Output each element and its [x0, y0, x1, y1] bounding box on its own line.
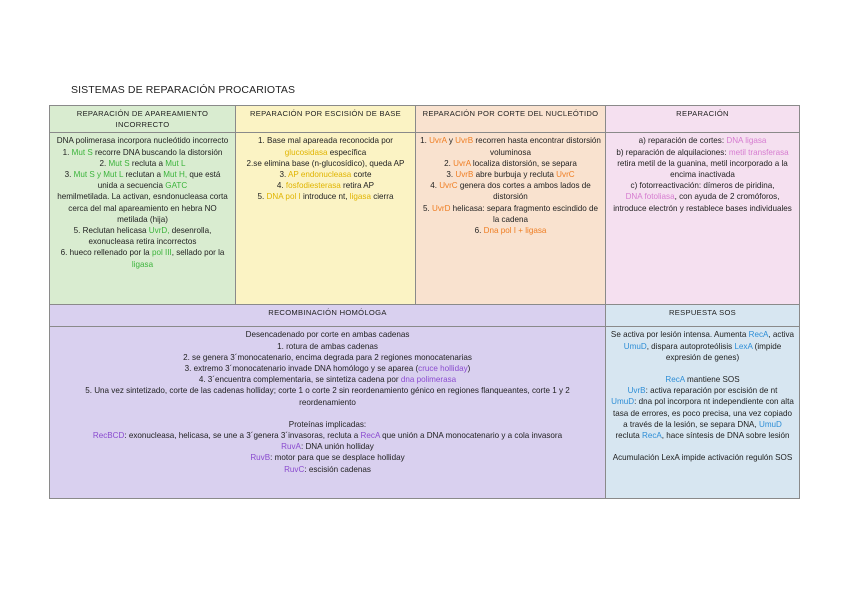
rec-line-1: Desencadenado por corte en ambas cadenas: [245, 330, 410, 340]
nex-line-3: 3. UvrB abre burbuja y recluta UvrC: [446, 170, 575, 180]
cell-nucleotide-excision: [416, 133, 606, 305]
rec-line-11: RuvC: escisión cadenas: [284, 464, 371, 474]
nex-line-1: 1. UvrA y UvrB recorren hasta encontrar distorsión voluminosa: [420, 136, 601, 157]
rec-line-6: 5. Una vez sintetizado, corte de las cadenas holliday; corte 1 o corte 2 sin reordenamiento génico en regiones flanqueantes, corte 1 y 2 reordenamiento: [85, 386, 570, 407]
header-sos-response: RESPUESTA SOS: [606, 305, 800, 327]
mismatch-line-2: 1. Mut S recorre DNA buscando la distorsión: [62, 147, 223, 157]
nex-line-2: 2. UvrA localiza distorsión, se separa: [444, 158, 577, 168]
rec-line-3: 2. se genera 3´monocatenario, encima degrada para 2 regiones monocatenarias: [183, 352, 472, 362]
bex-line-5: 5. DNA pol I introduce nt, ligasa cierra: [257, 192, 394, 202]
sos-line-3: UvrB: activa reparación por escisión de nt: [627, 386, 778, 396]
rec-line-4: 3. extremo 3´monocatenario invade DNA homólogo y se aparea (cruce holliday): [184, 364, 471, 374]
rec-line-10: RuvB: motor para que se desplace holliday: [250, 453, 405, 463]
cell-direct-repair: [606, 133, 800, 305]
header-base-excision: REPARACIÓN POR ESCISIÓN DE BASE: [236, 106, 416, 133]
repair-line-4: DNA fotoliasa, con ayuda de 2 cromóforos, introduce electrón y restablece bases individuales: [613, 192, 792, 213]
bex-line-2: 2.se elimina base (n-glucosídico), queda AP: [246, 158, 405, 168]
rec-line-8: RecBCD: exonucleasa, helicasa, se une a 3´genera 3´invasoras, recluta a RecA que unión a DNA monocatenario y a cola invasora: [92, 431, 563, 441]
mismatch-line-5: hemilmetilada. La activan, esndonucleasa corta cerca del mal apareamiento en hebra NO metilada (hija): [57, 192, 228, 224]
sos-line-1: Se activa por lesión intensa. Aumenta RecA, activa UmuD, dispara autoproteólisis LexA (impide expresión de genes): [610, 330, 795, 362]
repair-systems-table: [49, 105, 800, 499]
cell-mismatch-repair: [50, 133, 236, 305]
rec-line-7: Proteínas implicadas:: [288, 419, 367, 429]
document-title: SISTEMAS DE REPARACIÓN PROCARIOTAS: [71, 84, 296, 96]
mismatch-line-6: 5. Reclutan helicasa UvrD, desenrolla, exonucleasa retira incorrectos: [73, 226, 212, 247]
rec-line-2: 1. rotura de ambas cadenas: [277, 341, 378, 351]
mismatch-line-1: DNA polimerasa incorpora nucleótido incorrecto: [56, 136, 229, 146]
sos-line-2: RecA mantiene SOS: [665, 375, 740, 385]
bex-line-4: 4. fosfodiesterasa retira AP: [276, 181, 375, 191]
nex-line-6: 6. Dna pol I + ligasa: [474, 226, 547, 236]
cell-base-excision: [236, 133, 416, 305]
mismatch-line-3: 2. Mut S recluta a Mut L: [99, 158, 186, 168]
cell-sos-response: [606, 327, 800, 499]
header-repair: REPARACIÓN: [606, 106, 800, 133]
spacer: [58, 408, 597, 419]
header-nucleotide-excision: REPARACIÓN POR CORTE DEL NUCLEÓTIDO: [416, 106, 606, 133]
bex-line-3: 3. AP endonucleasa corte: [279, 170, 372, 180]
header-homologous-recombination: RECOMBINACIÓN HOMÓLOGA: [50, 305, 606, 327]
header-mismatch-repair: REPARACIÓN DE APAREAMIENTO INCORRECTO: [50, 106, 236, 133]
spacer: [610, 363, 795, 374]
bex-line-1: 1. Base mal apareada reconocida por glucosidasa específica: [258, 136, 393, 157]
repair-line-2: b) reparación de alquilaciones: metil transferasa retira metil de la guanina, metil incorporado a la encima inactivada: [616, 147, 789, 180]
repair-line-3: c) fotorreactivación: dímeros de piridina,: [630, 181, 775, 191]
mismatch-line-7: 6. hueco rellenado por la pol III, sellado por la ligasa: [60, 248, 225, 269]
spacer: [610, 441, 795, 452]
nex-line-4: 4. UvrC genera dos cortes a ambos lados de distorsión: [430, 181, 591, 202]
mismatch-line-4: 3. Mut S y Mut L reclutan a Mut H, que está unida a secuencia GATC: [64, 170, 221, 191]
sos-line-4: UmuD: dna pol incorpora nt independiente con alta tasa de errores, es poco precisa, una vez copiado a través de la lesión, se separa DNA, UmuD recluta RecA, hace síntesis de DNA sobre lesión: [611, 397, 794, 441]
nex-line-5: 5. UvrD helicasa: separa fragmento escindido de la cadena: [422, 203, 598, 224]
rec-line-9: RuvA: DNA unión holliday: [281, 442, 374, 452]
cell-homologous-recombination: [50, 327, 606, 499]
sos-line-5: Acumulación LexA impide activación regulón SOS: [612, 453, 793, 463]
repair-line-1: a) reparación de cortes: DNA ligasa: [638, 136, 767, 146]
rec-line-5: 4. 3´encuentra complementaria, se sintetiza cadena por dna polimerasa: [198, 375, 457, 385]
